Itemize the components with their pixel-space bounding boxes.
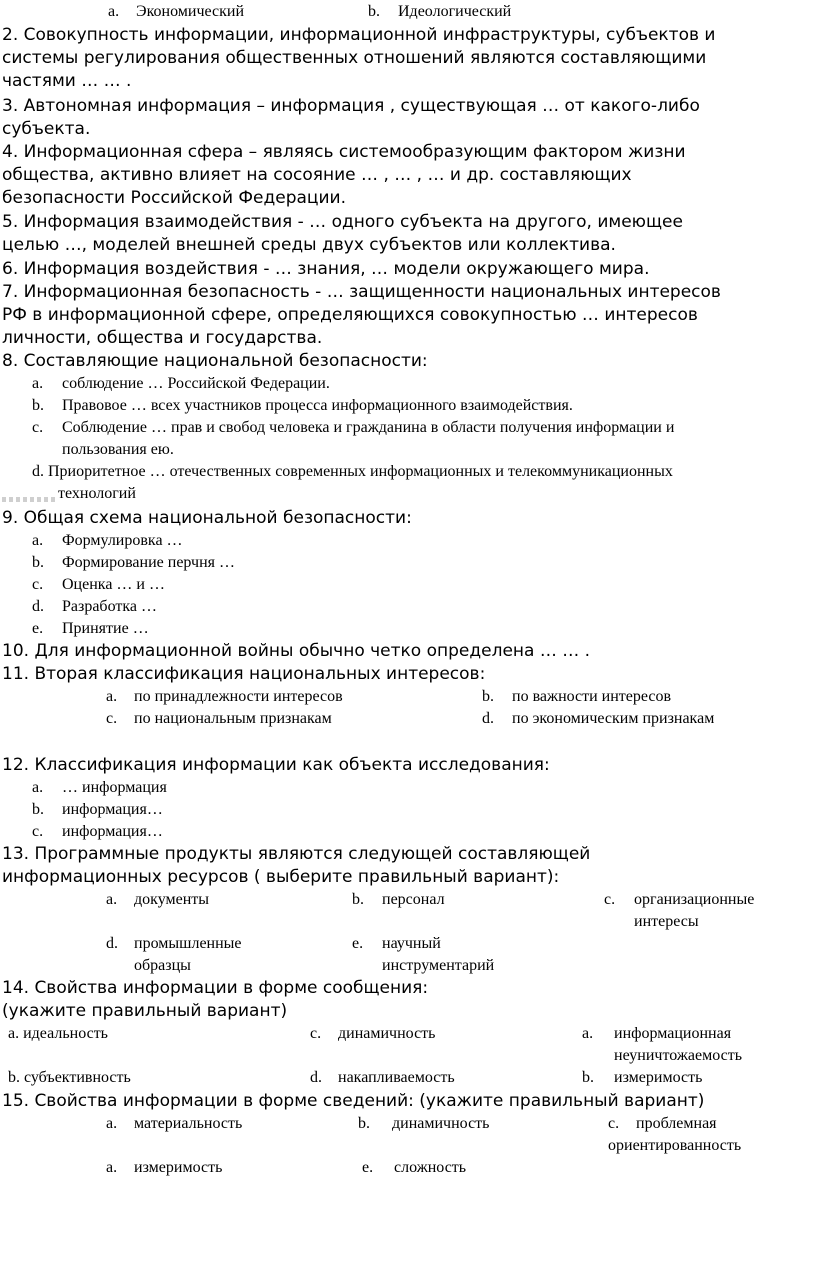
q13-option-d-text-1: промышленные (134, 935, 242, 952)
q1-option-a-marker: a. (108, 3, 120, 20)
question-3-line-1: 3. Автономная информация – информация , существующая … от какого-либо (2, 96, 700, 116)
q11-option-d-text: по экономическим признакам (512, 710, 715, 727)
q13-option-e-text-2: инструментарий (382, 957, 495, 974)
formatting-marks (2, 490, 58, 508)
q8-option-d-text-1: d. Приоритетное … отечественных современных информационных и телекоммуникационных (32, 463, 673, 480)
q15-option-a2-text: измеримость (134, 1159, 223, 1176)
question-14-line-2: (укажите правильный вариант) (2, 1001, 288, 1021)
q11-option-a-text: по принадлежности интересов (134, 688, 343, 705)
question-2-line-1: 2. Совокупность информации, информационной инфраструктуры, субъектов и (2, 25, 716, 45)
q8-option-b-marker: b. (32, 397, 44, 414)
q8-option-a-text: соблюдение … Российской Федерации. (62, 375, 330, 392)
question-8-title: 8. Составляющие национальной безопасности: (2, 351, 428, 371)
question-14-line-1: 14. Свойства информации в форме сообщения: (2, 978, 429, 998)
question-3-line-2: субъекта. (2, 119, 91, 139)
q14-option-c-text: динамичность (338, 1025, 436, 1042)
q14-option-d-marker: d. (310, 1069, 322, 1086)
q14-option-b2-marker: b. (582, 1069, 594, 1086)
q15-option-c-text-2: ориентированность (608, 1137, 742, 1154)
q12-option-a-marker: a. (32, 779, 44, 796)
q15-option-b-marker: b. (358, 1115, 370, 1132)
q8-option-d-text-2: технологий (58, 485, 136, 502)
q8-option-a-marker: a. (32, 375, 44, 392)
q9-option-b-marker: b. (32, 554, 44, 571)
question-7-line-2: РФ в информационной сфере, определяющихся совокупностью … интересов (2, 305, 698, 325)
q15-option-a-marker: a. (106, 1115, 118, 1132)
q12-option-a-text: … информация (62, 779, 167, 796)
question-15: 15. Свойства информации в форме сведений: (укажите правильный вариант) (2, 1091, 705, 1111)
question-13 (2, 843, 802, 889)
q12-option-b-text: информация… (62, 801, 163, 818)
q15-option-a-text: материальность (134, 1115, 243, 1132)
q14-option-b-text: b. субъективность (8, 1069, 131, 1086)
question-7-line-1: 7. Информационная безопасность - … защищенности национальных интересов (2, 282, 721, 302)
q11-option-d-marker: d. (482, 710, 494, 727)
question-2-line-3: частями … … . (2, 71, 132, 91)
question-5-line-2: целью …, моделей внешней среды двух субъектов или коллектива. (2, 235, 616, 255)
question-4-line-1: 4. Информационная сфера – являясь системообразующим фактором жизни (2, 142, 686, 162)
question-3 (2, 95, 802, 141)
q15-option-c-text-1: проблемная (636, 1115, 717, 1132)
q11-option-b-marker: b. (482, 688, 494, 705)
q15-option-e-text: сложность (394, 1159, 467, 1176)
q9-option-a-marker: a. (32, 532, 44, 549)
question-6 (2, 258, 802, 281)
q12-option-c-text: информация… (62, 823, 163, 840)
q12-option-b-marker: b. (32, 801, 44, 818)
q13-option-d-marker: d. (106, 935, 118, 952)
q15-option-c-marker: c. (608, 1115, 620, 1132)
question-5-line-1: 5. Информация взаимодействия - … одного субъекта на другого, имеющее (2, 212, 683, 232)
q12-option-c-marker: c. (32, 823, 44, 840)
q1-option-b-marker: b. (368, 3, 380, 20)
q1-option-b-text: Идеологический (398, 3, 512, 20)
question-4-line-2: общества, активно влияет на сосояние … , … , … и др. составляющих (2, 165, 632, 185)
question-4-line-3: безопасности Российской Федерации. (2, 188, 346, 208)
question-9-title: 9. Общая схема национальной безопасности: (2, 508, 412, 528)
q8-option-c-text-2: пользования ею. (62, 441, 174, 458)
q13-option-a-marker: a. (106, 891, 118, 908)
q13-option-c-text-2: интересы (634, 913, 699, 930)
q14-option-a2-text-2: неуничтожаемость (614, 1047, 742, 1064)
question-2 (2, 24, 802, 93)
q9-option-d-text: Разработка … (62, 598, 157, 615)
q11-option-b-text: по важности интересов (512, 688, 672, 705)
q14-option-a2-marker: a. (582, 1025, 594, 1042)
question-7 (2, 281, 802, 350)
question-10: 10. Для информационной войны обычно четко определена … … . (2, 641, 591, 661)
q8-option-c-marker: c. (32, 419, 44, 436)
q13-option-b-text: персонал (382, 891, 445, 908)
q13-option-e-text-1: научный (382, 935, 441, 952)
q15-option-b-text: динамичность (392, 1115, 490, 1132)
q11-option-c-text: по национальным признакам (134, 710, 332, 727)
question-13-line-1: 13. Программные продукты являются следующей составляющей (2, 844, 591, 864)
question-6-line-1: 6. Информация воздействия - … знания, … модели окружающего мира. (2, 259, 650, 279)
q15-option-e-marker: e. (362, 1159, 374, 1176)
q9-option-e-text: Принятие … (62, 620, 149, 637)
q9-option-c-marker: c. (32, 576, 44, 593)
q11-option-a-marker: a. (106, 688, 118, 705)
q13-option-a-text: документы (134, 891, 210, 908)
q14-option-a-text: a. идеальность (8, 1025, 108, 1042)
q14-option-b2-text: измеримость (614, 1069, 703, 1086)
q14-option-c-marker: c. (310, 1025, 322, 1042)
q1-option-a-text: Экономический (136, 3, 245, 20)
q8-option-c-text-1: Соблюдение … прав и свобод человека и гражданина в области получения информации и (62, 419, 675, 436)
q9-option-b-text: Формирование перчня … (62, 554, 235, 571)
dotted-leader (2, 497, 58, 502)
q13-option-d-text-2: образцы (134, 957, 191, 974)
q9-option-a-text: Формулировка … (62, 532, 183, 549)
question-11-title: 11. Вторая классификация национальных интересов: (2, 664, 486, 684)
question-4 (2, 141, 802, 210)
q14-option-a2-text-1: информационная (614, 1025, 732, 1042)
question-7-line-3: личности, общества и государства. (2, 328, 323, 348)
q11-option-c-marker: c. (106, 710, 118, 727)
question-2-line-2: системы регулирования общественных отношений являются составляющими (2, 48, 707, 68)
question-14 (2, 977, 802, 1023)
question-5 (2, 211, 802, 257)
q9-option-d-marker: d. (32, 598, 44, 615)
q15-option-a2-marker: a. (106, 1159, 118, 1176)
q13-option-e-marker: e. (352, 935, 364, 952)
q8-option-b-text: Правовое … всех участников процесса информационного взаимодействия. (62, 397, 573, 414)
q14-option-d-text: накапливаемость (338, 1069, 455, 1086)
q9-option-e-marker: e. (32, 620, 44, 637)
question-13-line-2: информационных ресурсов ( выберите правильный вариант): (2, 867, 560, 887)
q13-option-c-text-1: организационные (634, 891, 755, 908)
q9-option-c-text: Оценка … и … (62, 576, 165, 593)
question-12-title: 12. Классификация информации как объекта исследования: (2, 755, 550, 775)
q13-option-b-marker: b. (352, 891, 364, 908)
q13-option-c-marker: c. (604, 891, 616, 908)
